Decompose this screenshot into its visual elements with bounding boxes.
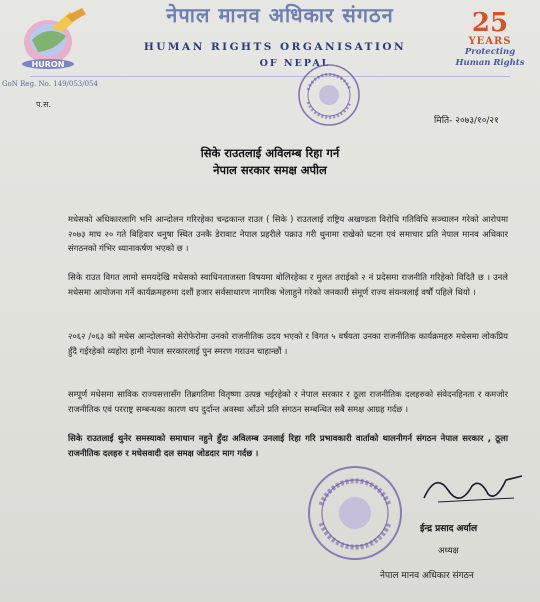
anniversary-number: 25 [471, 8, 509, 38]
body-paragraph-2: सिके राउत विगत लामो समयदेखि मधेसको स्वाधिनताजस्ता विषयमा बोलिरहेका र मुलत तराईको २ नं प्रदेसमा राजनीति गरिहेको विदितै छ । उनले मधेसमा आयोजना गर्ने कार्यक्रमहरुमा दशौं हजार सर्वसाधारण नागरिक भेलाहुने गरेको जनकारी संमूर्ण राज्य संयन्त्रलाई वर्षौं पहिले थियो । [68, 272, 508, 297]
huron-logo [8, 6, 96, 70]
body-paragraph-3: २०६२ /०६३ को मधेस आन्दोलनको सेरोफेरोमा उनको राजनीतिक उदय भएको र विगत ५ वर्षयता उनका राजनीतिक कार्यक्रमहरु मधेसमा लोकप्रिय हुँदै गईरहेको व्यहोरा हामी नेपाल सरकारलाई पुन स्मरण गराउन चाहान्छौं । [68, 331, 508, 356]
header-rubber-stamp [296, 62, 362, 128]
org-name-english: HUMAN RIGHTS ORGANISATION [143, 41, 407, 53]
organisation-seal [305, 463, 405, 563]
body-paragraph-1: मधेसको अधिकारलागि भनि आन्दोलन गरिरहेका चन्द्रकान्त राउत ( सिके ) राउतलाई राष्ट्रिय अखण्डता विरोधि गतिविधि सञ्चालन गरेको आरोपमा २०७३ माघ २० गते बिहिवार धनुषा स्थित उनकै डेरावाट नेपाल प्रहरीले पक्राउ गरी थुनामा राखेको घटना एवं समाचार प्रति नेपाल मानव अधिकार संगठनको गंभिर ध्यानाकर्षण भएको छ । [68, 214, 508, 254]
signatory-position: अध्यक्ष [438, 546, 459, 556]
org-name-nepali: नेपाल मानव अधिकार संगठन [166, 3, 394, 27]
registration-number: GoN Reg. No. 149/053/054 [2, 80, 98, 88]
letter-title-line2: नेपाल सरकार समक्ष अपील [213, 163, 327, 177]
letter-date: मिति- २०७३/१०/२१ [434, 116, 499, 126]
handwritten-signature [418, 468, 528, 508]
body-paragraph-5: सिके राउतलाई थुनेर समस्याको समाधान नहुने हुँदा अविलम्ब उनलाई रिहा गरि प्रभावकारी वार्ताको थालनीगर्न संगठन नेपाल सरकार , ठूला राजनीतिक दलहरु र मधेसवादी दल समक्ष जोडदार माग गर्दछ । [68, 433, 508, 458]
anniversary-label: YEARS [468, 36, 512, 47]
signatory-organization: नेपाल मानव अधिकार संगठन [380, 571, 474, 581]
anniversary-tagline-1: Protecting [464, 47, 516, 57]
signatory-name: ईन्द्र प्रसाद अर्याल [420, 524, 478, 534]
anniversary-badge [444, 10, 536, 69]
reference-label: प.स. [36, 100, 52, 109]
org-name-english-line2: OF NEPAL [259, 58, 331, 69]
letterhead-divider [30, 76, 510, 77]
anniversary-tagline-2: Human Rights [455, 58, 525, 68]
body-paragraph-4: सम्पूर्ण मधेसमा साविक राज्यसत्तासँग तिब्रगतिमा वितृष्णा उत्पन्न भईरहेको र नेपाल सरकार र ठूला राजनीतिक दलहरुको संवेदनहिनता र कमजोर राजनीतिक एवं परराष्ट्र सम्बन्धका कारण थप दुर्दान्त अवस्था आँउने प्रति संगठन सम्बन्धित सबै समक्ष आग्रह गर्दछ । [68, 389, 508, 414]
letter-title-line1: सिके राउतलाई अविलम्ब रिहा गर्न [200, 146, 340, 160]
svg-text:HURON: HURON [31, 60, 65, 69]
